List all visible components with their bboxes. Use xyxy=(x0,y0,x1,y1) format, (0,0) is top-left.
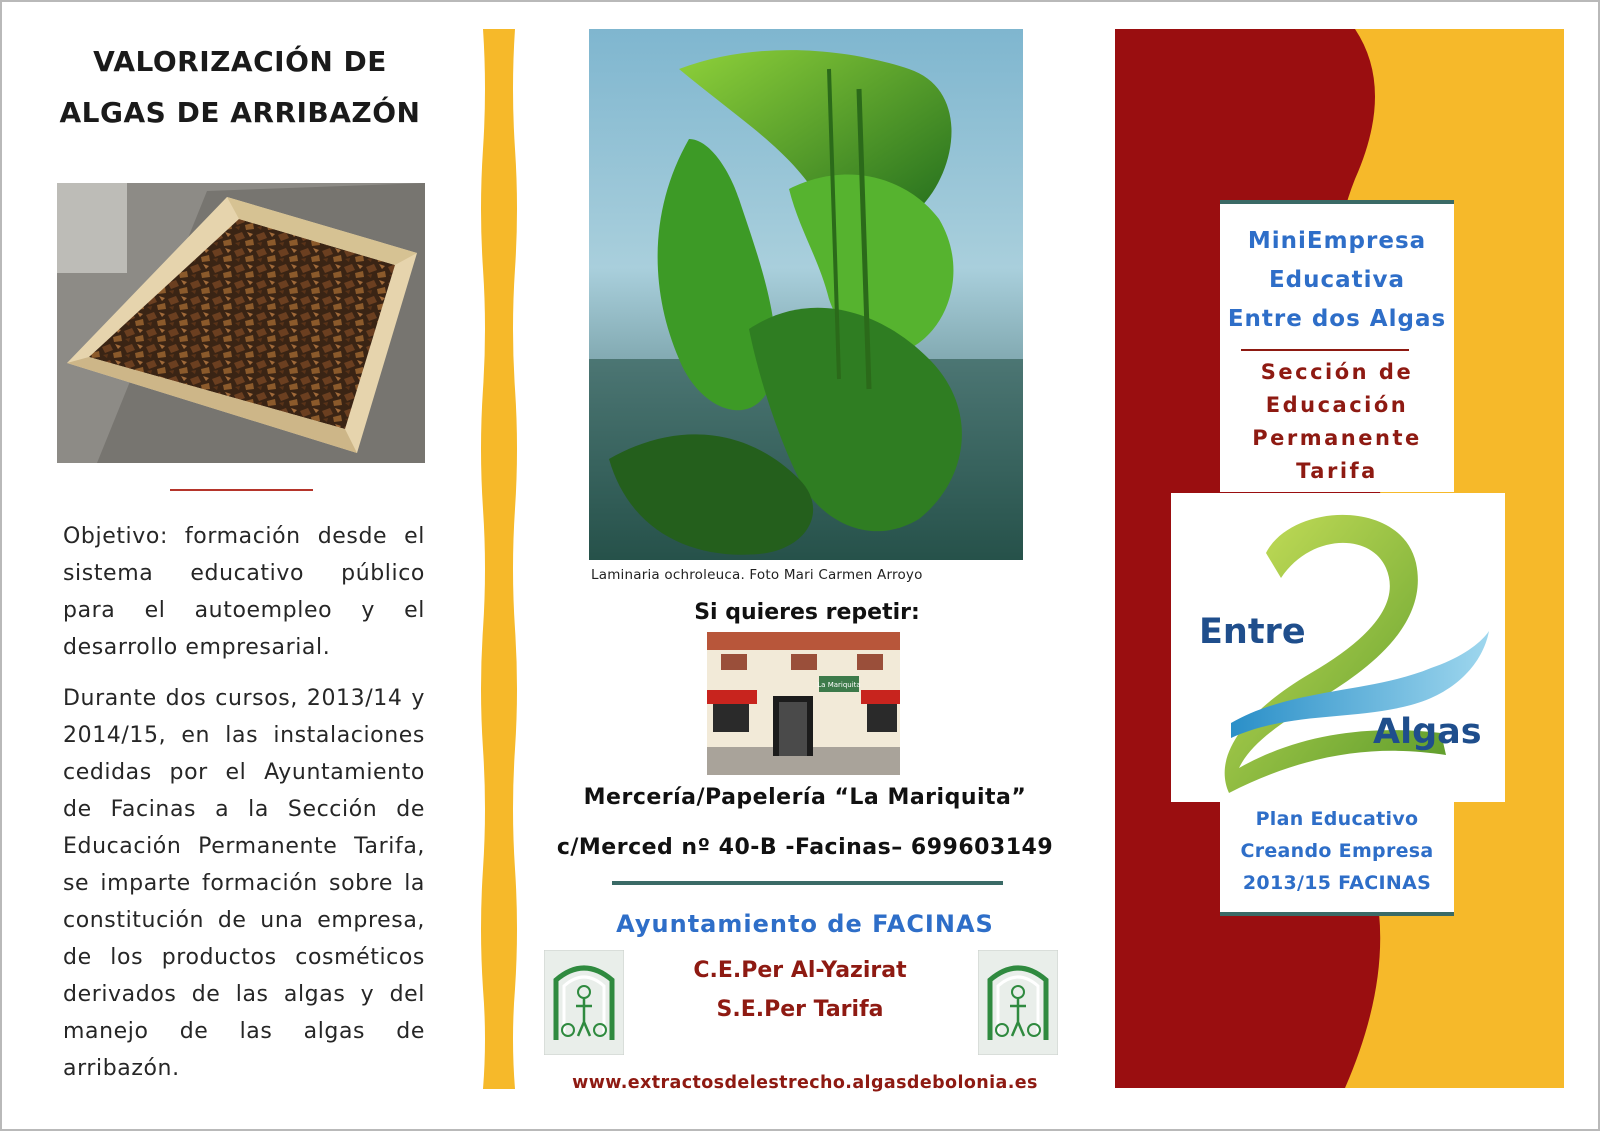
website-link[interactable]: www.extractosdelestrecho.algasdebolonia.es xyxy=(572,1073,1038,1093)
company-divider xyxy=(1241,349,1409,351)
educational-plan: Plan Educativo Creando Empresa 2013/15 FACINAS xyxy=(1240,808,1434,894)
shop-sign-text: La Mariquita xyxy=(817,681,861,689)
kelp-underwater-photo xyxy=(589,29,1023,560)
adult-education-centre: C.E.Per Al-Yazirat xyxy=(693,958,907,983)
logo-word-entre: Entre xyxy=(1199,612,1306,652)
teal-divider xyxy=(612,881,1003,885)
junta-andalucia-logo-right xyxy=(978,950,1058,1055)
yellow-wave-stripe xyxy=(481,29,517,1089)
junta-andalucia-logo-left xyxy=(544,950,624,1055)
entre-dos-algas-logo xyxy=(1171,493,1505,802)
shop-name: Mercería/Papelería “La Mariquita” xyxy=(583,785,1027,810)
logo-word-algas: Algas xyxy=(1373,712,1482,752)
shop-front-photo xyxy=(707,632,900,775)
education-section: Sección de Educación Permanente Tarifa xyxy=(1252,360,1422,483)
company-name: MiniEmpresa Educativa Entre dos Algas xyxy=(1227,228,1447,332)
shop-address: c/Merced nº 40-B -Facinas– 699603149 xyxy=(556,835,1054,860)
town-hall-name: Ayuntamiento de FACINAS xyxy=(616,910,994,938)
brochure-title: VALORIZACIÓN DE ALGAS DE ARRIBAZÓN xyxy=(59,45,421,129)
seaweed-box-photo xyxy=(57,183,425,463)
courses-paragraph: Durante dos cursos, 2013/14 y 2014/15, en las instalaciones cedidas por el Ayuntamiento de Facinas a la Sección de Educación Permanente Tarifa, se imparte formación sobre la constitución de una empresa, de los productos cosméticos derivados de las algas y del manejo de las algas de arribazón. xyxy=(63,686,425,1081)
adult-education-section: S.E.Per Tarifa xyxy=(716,997,884,1022)
objective-paragraph: Objetivo: formación desde el sistema educativo público para el autoempleo y el desarrollo empresarial. xyxy=(63,524,425,660)
photo-caption: Laminaria ochroleuca. Foto Mari Carmen Arroyo xyxy=(591,567,923,583)
red-divider xyxy=(170,489,313,491)
repeat-heading: Si quieres repetir: xyxy=(694,600,920,625)
